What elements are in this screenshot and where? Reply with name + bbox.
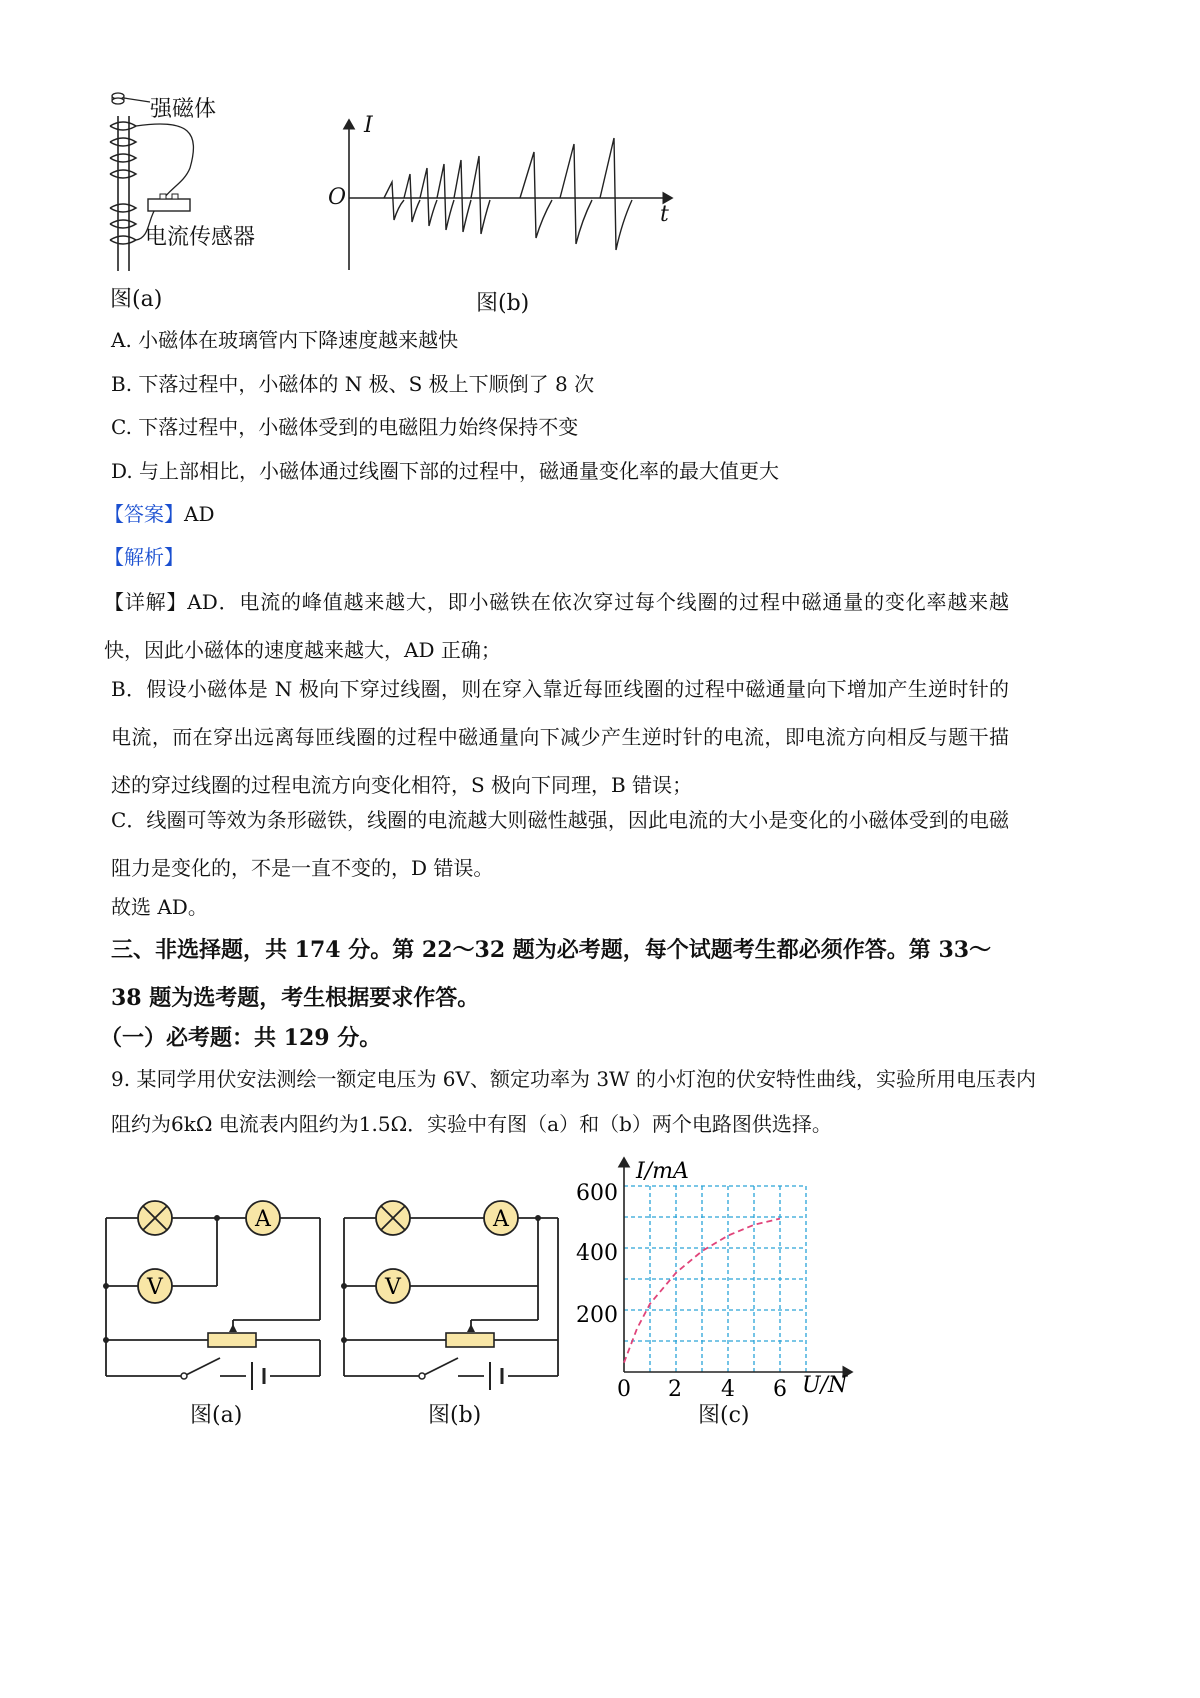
y-tick-600: 600: [576, 1181, 618, 1206]
detail-paragraph-3: C．线圈可等效为条形磁铁，线圈的电流越大则磁性越强，因此电流的大小是变化的小磁体受到的电磁阻力是变化的，不是一直不变的，D 错误。: [111, 808, 1009, 880]
graph-x-axis-label: t: [660, 202, 669, 227]
iv-curve-chart: [570, 1148, 860, 1398]
figure-current-time-graph: [320, 112, 690, 282]
analysis-tag: 【解析】: [104, 545, 184, 569]
chart-y-label: I/mA: [636, 1159, 689, 1184]
circuit-a: [100, 1196, 330, 1396]
fig-top-a-caption: 图(a): [110, 287, 163, 312]
chart-x-label: U/N: [802, 1373, 848, 1398]
circuit-b-ammeter-label: A: [493, 1207, 509, 1232]
question-9-line-1: 9. 某同学用伏安法测绘一额定电压为 6V、额定功率为 3W 的小灯泡的伏安特性曲线，实验所用电压表内: [111, 1067, 1036, 1091]
option-b: B. 下落过程中，小磁体的 N 极、S 极上下顺倒了 8 次: [111, 372, 595, 396]
circuit-b-voltmeter-label: V: [385, 1275, 401, 1300]
magnet-label: 强磁体: [150, 97, 217, 122]
y-tick-200: 200: [576, 1303, 618, 1328]
option-d: D. 与上部相比，小磁体通过线圈下部的过程中，磁通量变化率的最大值更大: [111, 459, 780, 483]
x-tick-0: 0: [617, 1377, 631, 1398]
answer-tag: 【答案】: [104, 502, 184, 526]
graph-y-axis-label: I: [364, 113, 373, 138]
circuit-b-caption: 图(b): [428, 1403, 482, 1428]
chart-c-caption: 图(c): [698, 1403, 750, 1428]
x-tick-2: 2: [668, 1377, 682, 1398]
fig-top-b-caption: 图(b): [476, 291, 530, 316]
y-tick-400: 400: [576, 1241, 618, 1266]
graph-origin-label: O: [328, 185, 347, 210]
circuit-a-ammeter-label: A: [255, 1207, 271, 1232]
option-a: A. 小磁体在玻璃管内下降速度越来越快: [111, 328, 459, 352]
question-9-line-2: 阻约为6kΩ 电流表内阻约为1.5Ω．实验中有图（a）和（b）两个电路图供选择。: [111, 1112, 832, 1136]
circuit-b: [338, 1196, 568, 1396]
circuit-a-voltmeter-label: V: [147, 1275, 163, 1300]
section-subtitle: （一）必考题：共 129 分。: [100, 1025, 382, 1051]
sensor-label: 电流传感器: [145, 225, 256, 250]
x-tick-6: 6: [773, 1377, 787, 1398]
x-tick-4: 4: [721, 1377, 735, 1398]
answer-line: [104, 500, 214, 528]
section-title: 三、非选择题，共 174 分。第 22～32 题为必考题，每个试题考生都必须作答。第 33～38 题为选考题，考生根据要求作答。: [111, 937, 992, 1011]
detail-paragraph-2: B．假设小磁体是 N 极向下穿过线圈，则在穿入靠近每匝线圈的过程中磁通量向下增加产生逆时针的电流，而在穿出远离每匝线圈的过程中磁通量向下减少产生逆时针的电流，即电流方向相反与题干描述的穿过线圈的过程电流方向变化相符，S 极向下同理，B 错误；: [111, 677, 1009, 797]
circuit-a-caption: 图(a): [190, 1403, 243, 1428]
answer-value: AD: [184, 502, 215, 526]
detail-paragraph-4: 故选 AD。: [111, 895, 208, 919]
detail-paragraph-1: 【详解】AD．电流的峰值越来越大，即小磁铁在依次穿过每个线圈的过程中磁通量的变化率越来越快，因此小磁体的速度越来越大，AD 正确；: [104, 590, 1009, 662]
option-c: C. 下落过程中，小磁体受到的电磁阻力始终保持不变: [111, 415, 579, 439]
